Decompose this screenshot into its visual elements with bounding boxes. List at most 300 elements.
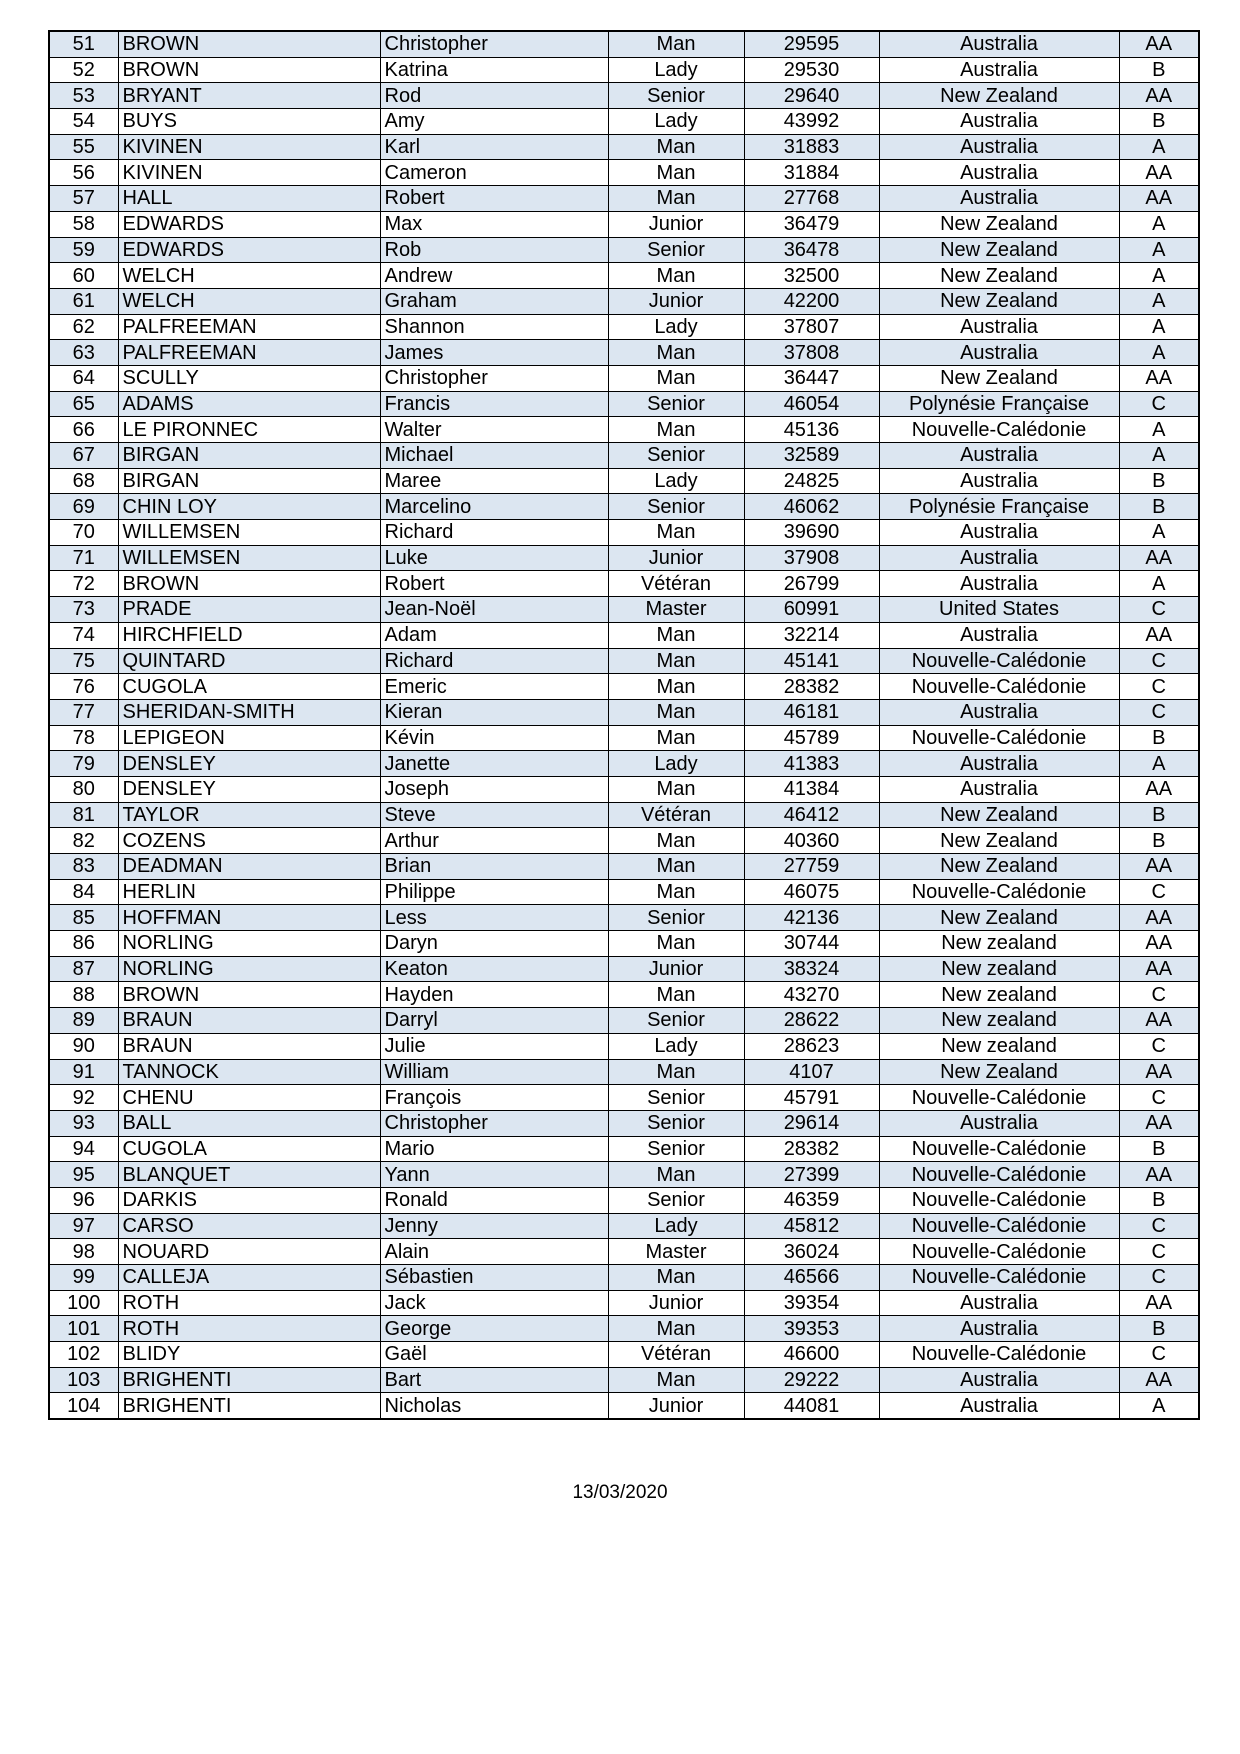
first-name-cell: Hayden [380, 982, 608, 1008]
grade-cell: A [1119, 443, 1199, 469]
grade-cell: B [1119, 57, 1199, 83]
last-name-cell: KIVINEN [118, 160, 380, 186]
table-row [49, 751, 1199, 777]
first-name-cell: Rob [380, 237, 608, 263]
country-cell: New zealand [879, 956, 1119, 982]
licence-cell: 41383 [744, 751, 879, 777]
category-cell: Senior [608, 1008, 744, 1034]
grade-cell: A [1119, 751, 1199, 777]
country-cell: Australia [879, 545, 1119, 571]
table-row [49, 1265, 1199, 1291]
country-cell: New zealand [879, 931, 1119, 957]
country-cell: Australia [879, 571, 1119, 597]
number-cell: 103 [49, 1367, 118, 1393]
grade-cell: AA [1119, 545, 1199, 571]
category-cell: Senior [608, 83, 744, 109]
category-cell: Senior [608, 1136, 744, 1162]
licence-cell: 37807 [744, 314, 879, 340]
grade-cell: A [1119, 211, 1199, 237]
licence-cell: 28623 [744, 1033, 879, 1059]
table-row [49, 1239, 1199, 1265]
country-cell: Nouvelle-Calédonie [879, 1239, 1119, 1265]
grade-cell: B [1119, 494, 1199, 520]
category-cell: Lady [608, 1033, 744, 1059]
table-row [49, 211, 1199, 237]
category-cell: Lady [608, 751, 744, 777]
number-cell: 95 [49, 1162, 118, 1188]
last-name-cell: EDWARDS [118, 237, 380, 263]
licence-cell: 46566 [744, 1265, 879, 1291]
last-name-cell: DENSLEY [118, 751, 380, 777]
country-cell: Australia [879, 1110, 1119, 1136]
licence-cell: 28382 [744, 674, 879, 700]
licence-cell: 29614 [744, 1110, 879, 1136]
table-row [49, 1085, 1199, 1111]
country-cell: Nouvelle-Calédonie [879, 1085, 1119, 1111]
country-cell: New Zealand [879, 828, 1119, 854]
table-row [49, 648, 1199, 674]
country-cell: Australia [879, 622, 1119, 648]
first-name-cell: Gaël [380, 1342, 608, 1368]
grade-cell: A [1119, 288, 1199, 314]
country-cell: Australia [879, 776, 1119, 802]
licence-cell: 46412 [744, 802, 879, 828]
last-name-cell: COZENS [118, 828, 380, 854]
competitor-table [48, 30, 1200, 1420]
country-cell: New Zealand [879, 802, 1119, 828]
category-cell: Senior [608, 443, 744, 469]
number-cell: 51 [49, 31, 118, 57]
category-cell: Lady [608, 468, 744, 494]
licence-cell: 29640 [744, 83, 879, 109]
grade-cell: AA [1119, 776, 1199, 802]
licence-cell: 45141 [744, 648, 879, 674]
country-cell: Polynésie Française [879, 391, 1119, 417]
category-cell: Lady [608, 109, 744, 135]
table-row [49, 699, 1199, 725]
category-cell: Senior [608, 237, 744, 263]
licence-cell: 46075 [744, 879, 879, 905]
grade-cell: C [1119, 1085, 1199, 1111]
category-cell: Senior [608, 391, 744, 417]
first-name-cell: Rod [380, 83, 608, 109]
grade-cell: AA [1119, 365, 1199, 391]
grade-cell: AA [1119, 1162, 1199, 1188]
licence-cell: 32500 [744, 263, 879, 289]
category-cell: Master [608, 1239, 744, 1265]
country-cell: Nouvelle-Calédonie [879, 1162, 1119, 1188]
table-row [49, 931, 1199, 957]
licence-cell: 28382 [744, 1136, 879, 1162]
table-row [49, 597, 1199, 623]
table-row [49, 494, 1199, 520]
number-cell: 79 [49, 751, 118, 777]
number-cell: 83 [49, 854, 118, 880]
grade-cell: B [1119, 468, 1199, 494]
grade-cell: C [1119, 879, 1199, 905]
last-name-cell: BRAUN [118, 1008, 380, 1034]
country-cell: New Zealand [879, 365, 1119, 391]
last-name-cell: BRIGHENTI [118, 1393, 380, 1419]
last-name-cell: CHENU [118, 1085, 380, 1111]
first-name-cell: Bart [380, 1367, 608, 1393]
country-cell: Nouvelle-Calédonie [879, 1342, 1119, 1368]
footer-date: 13/03/2020 [572, 1482, 668, 1503]
first-name-cell: Jenny [380, 1213, 608, 1239]
table-row [49, 1008, 1199, 1034]
category-cell: Junior [608, 211, 744, 237]
licence-cell: 41384 [744, 776, 879, 802]
table-row [49, 622, 1199, 648]
last-name-cell: CUGOLA [118, 674, 380, 700]
last-name-cell: LEPIGEON [118, 725, 380, 751]
category-cell: Man [608, 622, 744, 648]
grade-cell: AA [1119, 1008, 1199, 1034]
table-row [49, 854, 1199, 880]
number-cell: 97 [49, 1213, 118, 1239]
category-cell: Man [608, 776, 744, 802]
category-cell: Man [608, 31, 744, 57]
first-name-cell: Robert [380, 186, 608, 212]
last-name-cell: BRIGHENTI [118, 1367, 380, 1393]
number-cell: 88 [49, 982, 118, 1008]
number-cell: 87 [49, 956, 118, 982]
category-cell: Man [608, 365, 744, 391]
first-name-cell: Jean-Noël [380, 597, 608, 623]
first-name-cell: Richard [380, 648, 608, 674]
licence-cell: 40360 [744, 828, 879, 854]
last-name-cell: WILLEMSEN [118, 520, 380, 546]
table-row [49, 1393, 1199, 1419]
table-row [49, 1213, 1199, 1239]
first-name-cell: Christopher [380, 365, 608, 391]
grade-cell: AA [1119, 956, 1199, 982]
last-name-cell: BALL [118, 1110, 380, 1136]
grade-cell: C [1119, 674, 1199, 700]
grade-cell: AA [1119, 83, 1199, 109]
first-name-cell: Sébastien [380, 1265, 608, 1291]
number-cell: 89 [49, 1008, 118, 1034]
last-name-cell: HALL [118, 186, 380, 212]
table-row [49, 1136, 1199, 1162]
grade-cell: AA [1119, 931, 1199, 957]
table-row [49, 134, 1199, 160]
licence-cell: 42200 [744, 288, 879, 314]
first-name-cell: James [380, 340, 608, 366]
licence-cell: 46600 [744, 1342, 879, 1368]
last-name-cell: BLANQUET [118, 1162, 380, 1188]
table-row [49, 57, 1199, 83]
grade-cell: AA [1119, 854, 1199, 880]
grade-cell: C [1119, 597, 1199, 623]
first-name-cell: Cameron [380, 160, 608, 186]
category-cell: Man [608, 160, 744, 186]
last-name-cell: SHERIDAN-SMITH [118, 699, 380, 725]
licence-cell: 39353 [744, 1316, 879, 1342]
licence-cell: 46359 [744, 1187, 879, 1213]
country-cell: Australia [879, 520, 1119, 546]
category-cell: Man [608, 879, 744, 905]
category-cell: Junior [608, 288, 744, 314]
country-cell: Australia [879, 699, 1119, 725]
number-cell: 99 [49, 1265, 118, 1291]
first-name-cell: Robert [380, 571, 608, 597]
grade-cell: B [1119, 1187, 1199, 1213]
last-name-cell: TANNOCK [118, 1059, 380, 1085]
last-name-cell: BIRGAN [118, 443, 380, 469]
first-name-cell: Emeric [380, 674, 608, 700]
country-cell: Australia [879, 1367, 1119, 1393]
number-cell: 71 [49, 545, 118, 571]
grade-cell: A [1119, 1393, 1199, 1419]
country-cell: Australia [879, 1316, 1119, 1342]
first-name-cell: Maree [380, 468, 608, 494]
last-name-cell: BROWN [118, 57, 380, 83]
number-cell: 75 [49, 648, 118, 674]
grade-cell: A [1119, 340, 1199, 366]
category-cell: Man [608, 1316, 744, 1342]
number-cell: 85 [49, 905, 118, 931]
first-name-cell: Luke [380, 545, 608, 571]
grade-cell: AA [1119, 1059, 1199, 1085]
number-cell: 73 [49, 597, 118, 623]
last-name-cell: BROWN [118, 571, 380, 597]
grade-cell: AA [1119, 622, 1199, 648]
country-cell: Australia [879, 109, 1119, 135]
number-cell: 80 [49, 776, 118, 802]
table-row [49, 725, 1199, 751]
grade-cell: B [1119, 828, 1199, 854]
category-cell: Senior [608, 494, 744, 520]
table-row [49, 1162, 1199, 1188]
licence-cell: 32589 [744, 443, 879, 469]
first-name-cell: Walter [380, 417, 608, 443]
country-cell: Nouvelle-Calédonie [879, 417, 1119, 443]
number-cell: 54 [49, 109, 118, 135]
licence-cell: 36447 [744, 365, 879, 391]
number-cell: 82 [49, 828, 118, 854]
licence-cell: 26799 [744, 571, 879, 597]
number-cell: 65 [49, 391, 118, 417]
first-name-cell: Graham [380, 288, 608, 314]
table-row [49, 468, 1199, 494]
table-row [49, 1187, 1199, 1213]
grade-cell: B [1119, 109, 1199, 135]
category-cell: Man [608, 854, 744, 880]
last-name-cell: WELCH [118, 288, 380, 314]
first-name-cell: Steve [380, 802, 608, 828]
grade-cell: A [1119, 263, 1199, 289]
licence-cell: 46181 [744, 699, 879, 725]
category-cell: Man [608, 1265, 744, 1291]
number-cell: 72 [49, 571, 118, 597]
country-cell: Australia [879, 160, 1119, 186]
last-name-cell: PRADE [118, 597, 380, 623]
grade-cell: C [1119, 391, 1199, 417]
grade-cell: C [1119, 1033, 1199, 1059]
category-cell: Man [608, 725, 744, 751]
category-cell: Man [608, 674, 744, 700]
number-cell: 52 [49, 57, 118, 83]
first-name-cell: Amy [380, 109, 608, 135]
first-name-cell: Philippe [380, 879, 608, 905]
table-row [49, 340, 1199, 366]
table-row [49, 263, 1199, 289]
first-name-cell: Arthur [380, 828, 608, 854]
licence-cell: 29222 [744, 1367, 879, 1393]
first-name-cell: Daryn [380, 931, 608, 957]
number-cell: 104 [49, 1393, 118, 1419]
country-cell: New Zealand [879, 905, 1119, 931]
country-cell: Australia [879, 1290, 1119, 1316]
number-cell: 74 [49, 622, 118, 648]
grade-cell: A [1119, 520, 1199, 546]
table-row [49, 1033, 1199, 1059]
grade-cell: C [1119, 1342, 1199, 1368]
last-name-cell: HIRCHFIELD [118, 622, 380, 648]
licence-cell: 31884 [744, 160, 879, 186]
category-cell: Man [608, 340, 744, 366]
category-cell: Man [608, 648, 744, 674]
table-row [49, 982, 1199, 1008]
table-row [49, 828, 1199, 854]
number-cell: 64 [49, 365, 118, 391]
country-cell: Nouvelle-Calédonie [879, 674, 1119, 700]
grade-cell: C [1119, 1213, 1199, 1239]
licence-cell: 36024 [744, 1239, 879, 1265]
licence-cell: 45136 [744, 417, 879, 443]
last-name-cell: WELCH [118, 263, 380, 289]
number-cell: 57 [49, 186, 118, 212]
table-row [49, 520, 1199, 546]
first-name-cell: Brian [380, 854, 608, 880]
first-name-cell: Joseph [380, 776, 608, 802]
grade-cell: A [1119, 417, 1199, 443]
grade-cell: B [1119, 802, 1199, 828]
country-cell: New Zealand [879, 288, 1119, 314]
licence-cell: 43992 [744, 109, 879, 135]
category-cell: Vétéran [608, 802, 744, 828]
grade-cell: AA [1119, 905, 1199, 931]
number-cell: 69 [49, 494, 118, 520]
last-name-cell: WILLEMSEN [118, 545, 380, 571]
number-cell: 94 [49, 1136, 118, 1162]
table-row [49, 1316, 1199, 1342]
first-name-cell: Marcelino [380, 494, 608, 520]
last-name-cell: BLIDY [118, 1342, 380, 1368]
table-row [49, 956, 1199, 982]
country-cell: Nouvelle-Calédonie [879, 1187, 1119, 1213]
category-cell: Man [608, 263, 744, 289]
grade-cell: C [1119, 1239, 1199, 1265]
number-cell: 101 [49, 1316, 118, 1342]
licence-cell: 43270 [744, 982, 879, 1008]
grade-cell: A [1119, 134, 1199, 160]
number-cell: 62 [49, 314, 118, 340]
number-cell: 68 [49, 468, 118, 494]
number-cell: 96 [49, 1187, 118, 1213]
table-row [49, 31, 1199, 57]
grade-cell: B [1119, 1316, 1199, 1342]
first-name-cell: Max [380, 211, 608, 237]
number-cell: 60 [49, 263, 118, 289]
country-cell: New Zealand [879, 1059, 1119, 1085]
first-name-cell: Kieran [380, 699, 608, 725]
grade-cell: AA [1119, 1290, 1199, 1316]
table-row [49, 365, 1199, 391]
table-row [49, 314, 1199, 340]
country-cell: New zealand [879, 1033, 1119, 1059]
table-row [49, 571, 1199, 597]
number-cell: 59 [49, 237, 118, 263]
table-body [49, 31, 1199, 1419]
table-row [49, 802, 1199, 828]
first-name-cell: Keaton [380, 956, 608, 982]
last-name-cell: CARSO [118, 1213, 380, 1239]
number-cell: 77 [49, 699, 118, 725]
licence-cell: 4107 [744, 1059, 879, 1085]
number-cell: 66 [49, 417, 118, 443]
last-name-cell: CHIN LOY [118, 494, 380, 520]
number-cell: 53 [49, 83, 118, 109]
category-cell: Man [608, 134, 744, 160]
country-cell: New Zealand [879, 83, 1119, 109]
category-cell: Man [608, 828, 744, 854]
first-name-cell: Shannon [380, 314, 608, 340]
first-name-cell: Nicholas [380, 1393, 608, 1419]
category-cell: Man [608, 417, 744, 443]
licence-cell: 29530 [744, 57, 879, 83]
country-cell: Australia [879, 57, 1119, 83]
number-cell: 55 [49, 134, 118, 160]
last-name-cell: NOUARD [118, 1239, 380, 1265]
last-name-cell: QUINTARD [118, 648, 380, 674]
grade-cell: A [1119, 571, 1199, 597]
last-name-cell: HERLIN [118, 879, 380, 905]
category-cell: Lady [608, 57, 744, 83]
country-cell: Australia [879, 443, 1119, 469]
table-row [49, 1367, 1199, 1393]
licence-cell: 36478 [744, 237, 879, 263]
table-row [49, 109, 1199, 135]
table-row [49, 545, 1199, 571]
last-name-cell: ADAMS [118, 391, 380, 417]
country-cell: Australia [879, 340, 1119, 366]
first-name-cell: Ronald [380, 1187, 608, 1213]
number-cell: 84 [49, 879, 118, 905]
table-row [49, 417, 1199, 443]
table-row [49, 391, 1199, 417]
grade-cell: B [1119, 1136, 1199, 1162]
licence-cell: 44081 [744, 1393, 879, 1419]
category-cell: Man [608, 1367, 744, 1393]
country-cell: Australia [879, 314, 1119, 340]
last-name-cell: HOFFMAN [118, 905, 380, 931]
grade-cell: C [1119, 699, 1199, 725]
grade-cell: C [1119, 1265, 1199, 1291]
licence-cell: 38324 [744, 956, 879, 982]
grade-cell: A [1119, 237, 1199, 263]
country-cell: New Zealand [879, 854, 1119, 880]
number-cell: 67 [49, 443, 118, 469]
country-cell: New zealand [879, 1008, 1119, 1034]
number-cell: 91 [49, 1059, 118, 1085]
licence-cell: 45812 [744, 1213, 879, 1239]
licence-cell: 39354 [744, 1290, 879, 1316]
table-row [49, 776, 1199, 802]
category-cell: Man [608, 186, 744, 212]
number-cell: 93 [49, 1110, 118, 1136]
